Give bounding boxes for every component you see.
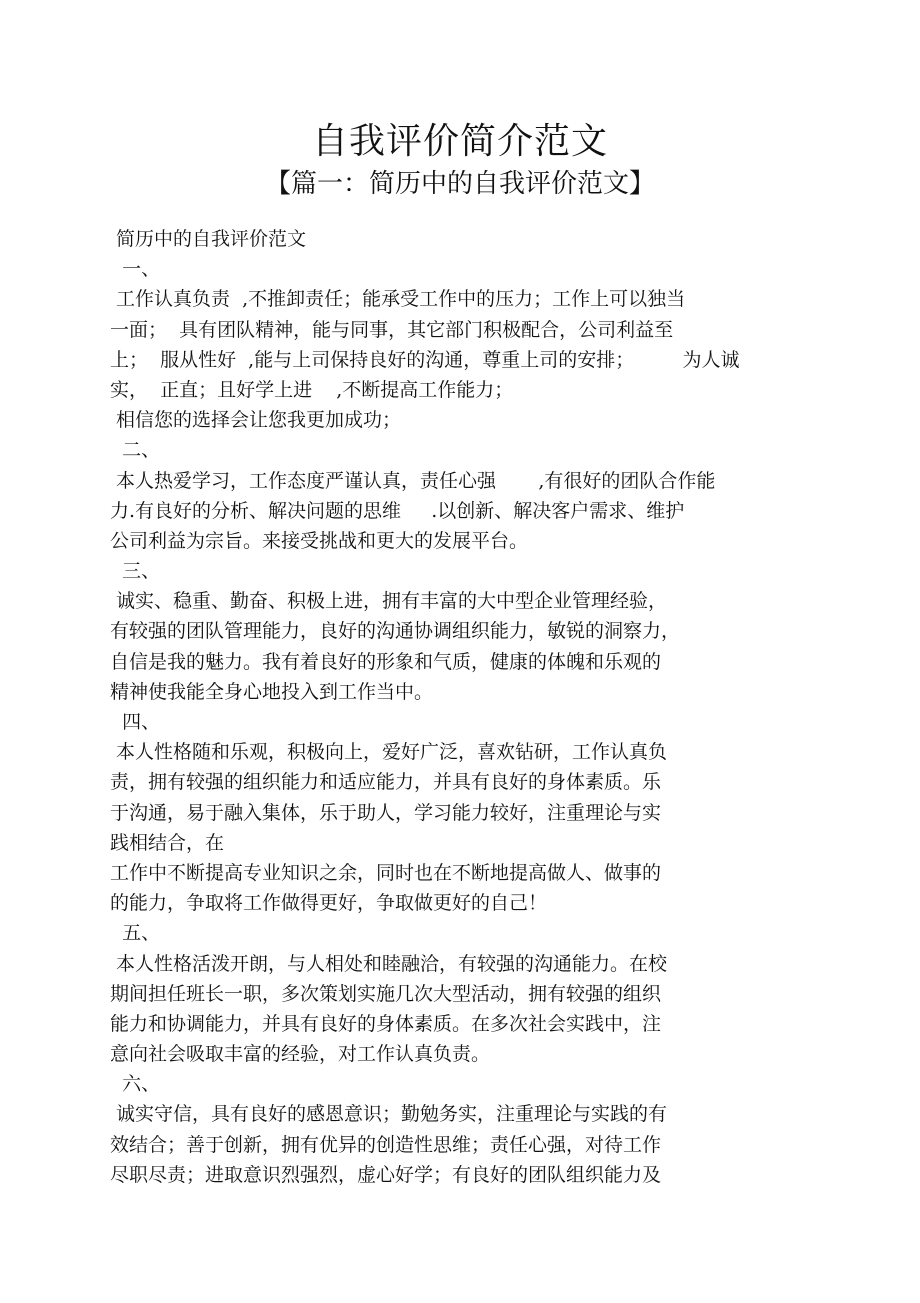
- text-line: 诚实守信，具有良好的感恩意识；勤勉务实，注重理论与实践的有: [110, 1103, 668, 1126]
- text-line: 六、: [110, 1073, 161, 1096]
- text-line: 诚实、稳重、勤奋、积极上进，拥有丰富的大中型企业管理经验，: [110, 590, 668, 613]
- text-line: 本人性格随和乐观，积极向上，爱好广泛，喜欢钻研，工作认真负: [110, 741, 668, 764]
- document-body: [110, 224, 810, 1190]
- text-line: 公司利益为宗旨。来接受挑战和更大的发展平台。: [110, 529, 529, 552]
- text-line: 力.有良好的分析、解决问题的思维 .以创新、解决客户需求、维护: [110, 499, 685, 522]
- text-line: 能力和协调能力，并具有良好的身体素质。在多次社会实践中，注: [110, 1012, 662, 1035]
- text-line: 于沟通，易于融入集体，乐于助人，学习能力较好，注重理论与实: [110, 801, 662, 824]
- text-line: 本人热爱学习，工作态度严谨认真，责任心强 ,有很好的团队合作能: [110, 469, 716, 492]
- document-title: 自我评价简介范文: [311, 121, 608, 162]
- text-line: 相信您的选择会让您我更加成功；: [110, 409, 402, 432]
- text-line: 意向社会吸取丰富的经验，对工作认真负责。: [110, 1043, 491, 1066]
- text-line: 简历中的自我评价范文: [110, 228, 307, 250]
- text-line: 精神使我能全身心地投入到工作当中。: [110, 680, 434, 703]
- text-line: 本人性格活泼开朗，与人相处和睦融洽，有较强的沟通能力。在校: [110, 952, 668, 975]
- document-subtitle: 【篇一：简历中的自我评价范文】: [264, 169, 655, 199]
- text-line: 自信是我的魅力。我有着良好的形象和气质，健康的体魄和乐观的: [110, 650, 662, 673]
- text-line: 二、: [110, 439, 161, 462]
- text-line: 期间担任班长一职，多次策划实施几次大型活动，拥有较强的组织: [110, 982, 662, 1005]
- text-line: 尽职尽责；进取意识烈强烈，虚心好学；有良好的团队组织能力及: [110, 1163, 662, 1186]
- text-line: 责，拥有较强的组织能力和适应能力，并具有良好的身体素质。乐: [110, 771, 662, 794]
- text-line: 践相结合，在: [110, 831, 225, 854]
- text-line: 四、: [110, 711, 161, 733]
- text-line: 工作认真负责 ,不推卸责任；能承受工作中的压力；工作上可以独当: [110, 288, 686, 311]
- text-line: 效结合；善于创新，拥有优异的创造性思维；责任心强，对待工作: [110, 1133, 662, 1156]
- text-line: 有较强的团队管理能力，良好的沟通协调组织能力，敏锐的洞察力，: [110, 620, 681, 643]
- text-line: 一、: [110, 258, 161, 281]
- text-line: 一面； 具有团队精神，能与同事，其它部门积极配合，公司利益至: [110, 318, 674, 341]
- text-line: 工作中不断提高专业知识之余，同时也在不断地提高做人、做事的: [110, 861, 662, 884]
- text-line: 上； 服从性好 ,能与上司保持良好的沟通，尊重上司的安排； 为人诚: [110, 348, 740, 371]
- text-line: 的能力，争取将工作做得更好，争取做更好的自己！: [110, 892, 548, 915]
- text-line: 五、: [110, 922, 161, 945]
- text-line: 实， 正直；且好学上进 ,不断提高工作能力；: [110, 378, 514, 401]
- text-line: 三、: [110, 560, 161, 583]
